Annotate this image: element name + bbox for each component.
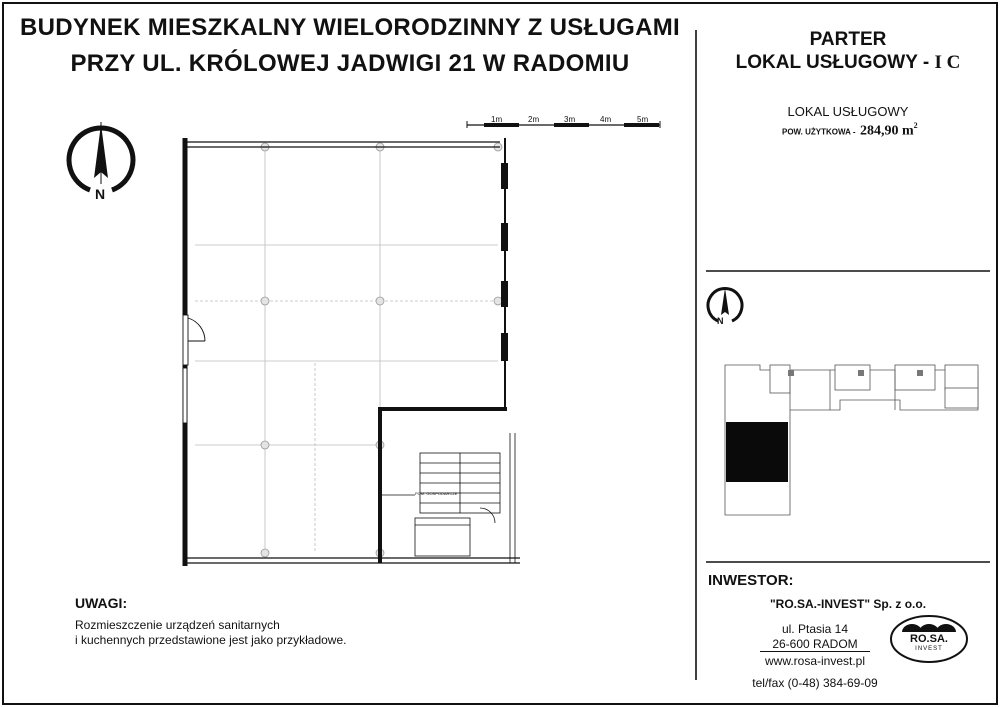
investor-phone: tel/fax (0-48) 384-69-09 bbox=[752, 676, 878, 690]
key-plan bbox=[720, 360, 984, 520]
investor-website[interactable]: www.rosa-invest.pl bbox=[764, 654, 866, 668]
investor-name: "RO.SA.-INVEST" Sp. z o.o. bbox=[769, 597, 927, 611]
scale-label-1m: 1m bbox=[491, 115, 503, 124]
north-label-small: N bbox=[717, 316, 724, 326]
logo-text-2: INVEST bbox=[915, 646, 943, 652]
investor-heading: INWESTOR: bbox=[708, 572, 794, 589]
title-line-1: BUDYNEK MIESZKALNY WIELORODZINNY Z USŁUGAMI bbox=[20, 14, 681, 41]
area-unit-sup: 2 bbox=[913, 121, 918, 130]
investor-city: 26-600 RADOM bbox=[760, 637, 870, 652]
notes-line-1: Rozmieszczenie urządzeń sanitarnych bbox=[75, 618, 280, 632]
area-value: 284,90 m bbox=[859, 123, 914, 139]
unit-title bbox=[706, 52, 990, 74]
area-label: POW. UŻYTKOWA - bbox=[782, 127, 856, 137]
north-arrow-small-icon bbox=[706, 285, 744, 327]
scale-label-2m: 2m bbox=[528, 115, 540, 124]
room-tag: POM. GOSPODARCZE bbox=[415, 491, 458, 496]
notes-line-2: i kuchennych przedstawione jest jako przykładowe. bbox=[75, 633, 347, 647]
scale-label-3m: 3m bbox=[564, 115, 576, 124]
scale-label-4m: 4m bbox=[600, 115, 612, 124]
scale-label-5m: 5m bbox=[637, 115, 649, 124]
plan-stairs bbox=[415, 433, 515, 563]
north-label: N bbox=[95, 186, 106, 202]
logo-text-1: RO.SA. bbox=[910, 633, 948, 645]
notes-heading: UWAGI: bbox=[75, 595, 128, 611]
unit-area bbox=[782, 121, 918, 139]
floor-title: PARTER bbox=[809, 29, 887, 50]
investor-street: ul. Ptasia 14 bbox=[781, 622, 849, 636]
unit-type-label: LOKAL USŁUGOWY bbox=[787, 104, 909, 119]
title-line-2: PRZY UL. KRÓLOWEJ JADWIGI 21 W RADOMIU bbox=[70, 50, 630, 77]
floor-plan bbox=[175, 133, 535, 573]
unit-prefix: LOKAL USŁUGOWY - bbox=[735, 52, 930, 73]
plan-door bbox=[183, 315, 205, 423]
unit-code: I C bbox=[934, 52, 961, 73]
highlighted-unit bbox=[726, 422, 788, 482]
plan-walls bbox=[185, 138, 520, 566]
